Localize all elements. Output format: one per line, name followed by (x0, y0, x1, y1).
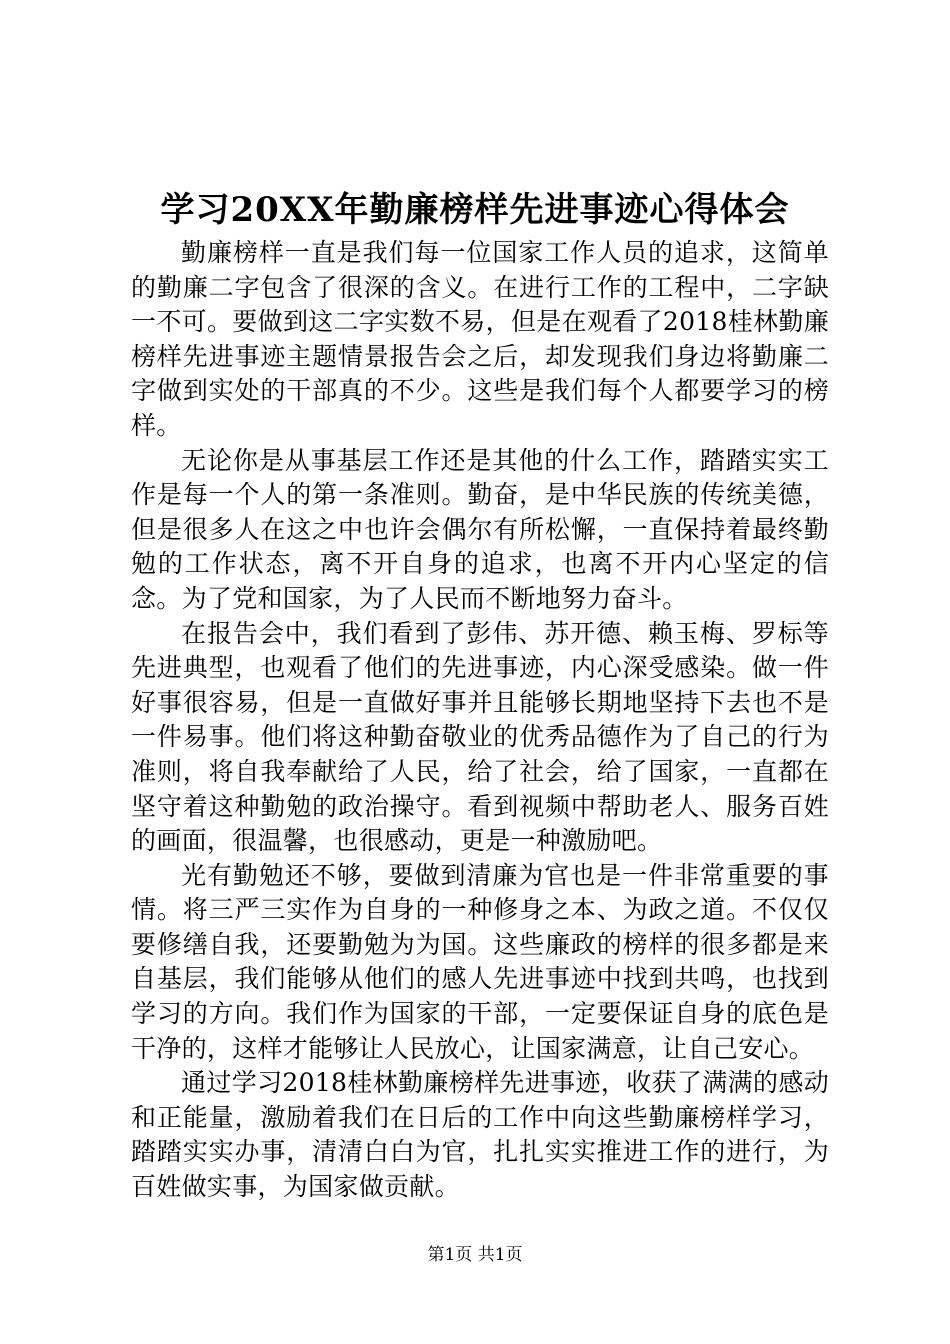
paragraph-3: 在报告会中，我们看到了彭伟、苏开德、赖玉梅、罗标等先进典型，也观看了他们的先进事迹，内心深受感染。做一件好事很容易，但是一直做好事并且能够长期地坚持下去也不是一件易事。他们将这种勤奋敬业的优秀品德作为了自己的行为准则，将自我奉献给了人民，给了社会，给了国家，一直都在坚守着这种勤勉的政治操守。看到视频中帮助老人、服务百姓的画面，很温馨，也很感动，更是一种激励吧。 (131, 618, 829, 856)
document-title: 学习20XX年勤廉榜样先进事迹心得体会 (160, 190, 790, 230)
paragraph-1: 勤廉榜样一直是我们每一位国家工作人员的追求，这简单的勤廉二字包含了很深的含义。在进行工作的工程中，二字缺一不可。要做到这二字实数不易，但是在观看了2018桂林勤廉榜样先进事迹主题情景报告会之后，却发现我们身边将勤廉二字做到实处的干部真的不少。这些是我们每个人都要学习的榜样。 (131, 238, 829, 440)
paragraph-4: 光有勤勉还不够，要做到清廉为官也是一件非常重要的事情。将三严三实作为自身的一种修身之本、为政之道。不仅仅要修缮自我，还要勤勉为为国。这些廉政的榜样的很多都是来自基层，我们能够从他们的感人先进事迹中找到共鸣，也找到学习的方向。我们作为国家的干部，一定要保证自身的底色是干净的，这样才能够让人民放心，让国家满意，让自己安心。 (131, 860, 829, 1063)
paragraph-2: 无论你是从事基层工作还是其他的什么工作，踏踏实实工作是每一个人的第一条准则。勤奋，是中华民族的传统美德，但是很多人在这之中也许会偶尔有所松懈，一直保持着最终勤勉的工作状态，离不开自身的追求，也离不开内心坚定的信念。为了党和国家，为了人民而不断地努力奋斗。 (131, 445, 829, 613)
page-footer: 第1页 共1页 (427, 1245, 523, 1265)
paragraph-5: 通过学习2018桂林勤廉榜样先进事迹，收获了满满的感动和正能量，激励着我们在日后的工作中向这些勤廉榜样学习，踏踏实实办事，清清白白为官，扎扎实实推进工作的进行，为百姓做实事，为国家做贡献。 (131, 1068, 829, 1202)
document-body (131, 236, 829, 1205)
